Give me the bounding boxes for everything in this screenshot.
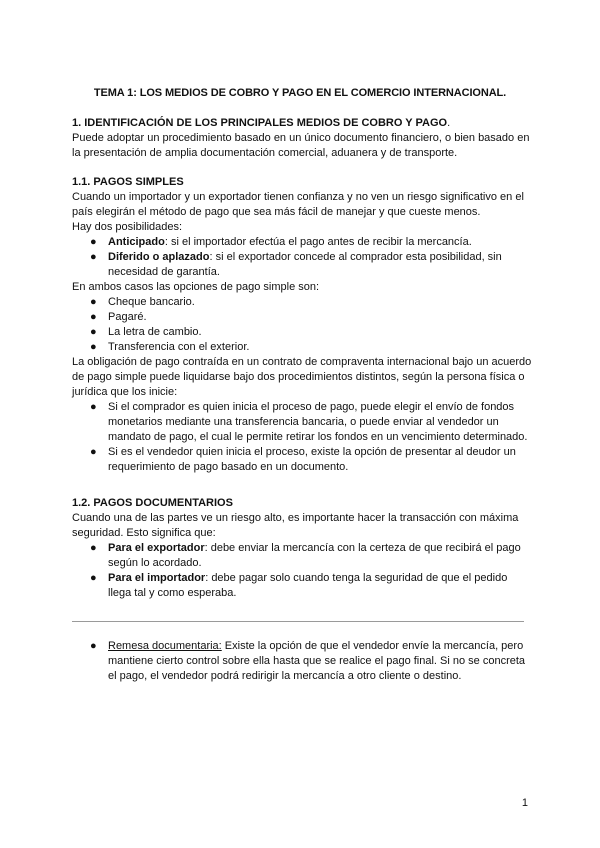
procedures-list bbox=[72, 400, 532, 475]
method-text: Transferencia con el exterior. bbox=[108, 341, 250, 353]
remesa-text: Existe la opción de que el vendedor envíe la mercancía, pero mantiene cierto control sobre ella hasta que se realice el pago final. Si no se concreta el pago, el vendedor podrá redirigir la mercancía a otro cliente o destino. bbox=[108, 640, 526, 682]
section-1-1-paragraph-1: Cuando un importador y un exportador tienen confianza y no ven un riesgo significativo en el país elegirán el método de pago que sea más fácil de manejar y que cueste menos. bbox=[72, 191, 524, 218]
option-term: Diferido o aplazado bbox=[108, 251, 210, 263]
section-1-heading-period: . bbox=[447, 117, 451, 129]
section-1 bbox=[72, 116, 532, 161]
procedure-text: Si el comprador es quien inicia el proceso de pago, puede elegir el envío de fondos monetarios mediante una transferencia bancaria, o puede enviar al vendedor un mandato de pago, el cual le permite retirar los fondos en un vencimiento determinado. bbox=[108, 401, 528, 443]
option-text: : si el importador efectúa el pago antes de recibir la mercancía. bbox=[164, 236, 472, 248]
list-item bbox=[72, 639, 532, 684]
section-1-1-paragraph-2: Hay dos posibilidades: bbox=[72, 221, 183, 233]
section-1-1 bbox=[72, 175, 532, 475]
remesa-term: Remesa documentaria: bbox=[108, 640, 222, 652]
bullet-icon: ● bbox=[90, 341, 97, 353]
procedure-text: Si es el vendedor quien inicia el proceso, existe la opción de presentar al deudor un requerimiento de pago basado en un documento. bbox=[108, 446, 516, 473]
section-1-heading bbox=[72, 116, 532, 131]
bullet-icon: ● bbox=[90, 401, 97, 413]
bullet-icon: ● bbox=[90, 296, 97, 308]
item-text: : debe pagar solo cuando tenga la seguridad de que el pedido llega tal y como esperaba. bbox=[108, 572, 508, 599]
section-1-paragraph: Puede adoptar un procedimiento basado en un único documento financiero, o bien basado en la presentación de amplia documentación comercial, aduanera y de transporte. bbox=[72, 132, 530, 159]
item-term: Para el importador bbox=[108, 572, 206, 584]
list-item bbox=[72, 325, 532, 340]
list-item bbox=[72, 295, 532, 310]
method-text: Pagaré. bbox=[108, 311, 147, 323]
documentary-list bbox=[72, 541, 532, 601]
document-title: TEMA 1: LOS MEDIOS DE COBRO Y PAGO EN EL COMERCIO INTERNACIONAL. bbox=[93, 87, 507, 99]
list-item bbox=[72, 235, 532, 250]
item-term: Para el exportador bbox=[108, 542, 205, 554]
remesa-section bbox=[72, 639, 532, 684]
list-item bbox=[72, 400, 532, 445]
list-item bbox=[72, 250, 532, 280]
option-text: : si el exportador concede al comprador esta posibilidad, sin necesidad de garantía. bbox=[108, 251, 502, 278]
horizontal-divider bbox=[72, 621, 524, 622]
payment-methods-list bbox=[72, 295, 532, 355]
section-1-heading-text: 1. IDENTIFICACIÓN DE LOS PRINCIPALES MEDIOS DE COBRO Y PAGO bbox=[72, 117, 448, 129]
list-item bbox=[72, 571, 532, 601]
bullet-icon: ● bbox=[90, 311, 97, 323]
section-1-2-paragraph-1: Cuando una de las partes ve un riesgo alto, es importante hacer la transacción con máxima seguridad. Esto significa que: bbox=[72, 512, 519, 539]
section-1-2 bbox=[72, 496, 532, 601]
section-1-2-heading: 1.2. PAGOS DOCUMENTARIOS bbox=[72, 497, 233, 509]
method-text: La letra de cambio. bbox=[108, 326, 202, 338]
bullet-icon: ● bbox=[90, 542, 97, 554]
item-text: : debe enviar la mercancía con la certeza de que recibirá el pago según lo acordado. bbox=[108, 542, 521, 569]
list-item bbox=[72, 445, 532, 475]
list-item bbox=[72, 310, 532, 325]
section-1-1-paragraph-4: La obligación de pago contraída en un contrato de compraventa internacional bajo un acuerdo de pago simple puede liquidarse bajo dos procedimientos distintos, según la persona física o jurídica que los inicie: bbox=[72, 356, 532, 398]
bullet-icon: ● bbox=[90, 640, 97, 652]
bullet-icon: ● bbox=[90, 326, 97, 338]
bullet-icon: ● bbox=[90, 236, 97, 248]
list-item bbox=[72, 541, 532, 571]
bullet-icon: ● bbox=[90, 251, 97, 263]
section-1-1-heading: 1.1. PAGOS SIMPLES bbox=[72, 176, 184, 188]
bullet-icon: ● bbox=[90, 446, 97, 458]
payment-options-list bbox=[72, 235, 532, 280]
list-item bbox=[72, 340, 532, 355]
remesa-list bbox=[72, 639, 532, 684]
method-text: Cheque bancario. bbox=[108, 296, 195, 308]
page-number: 1 bbox=[521, 797, 528, 809]
option-term: Anticipado bbox=[108, 236, 165, 248]
bullet-icon: ● bbox=[90, 572, 97, 584]
section-1-1-paragraph-3: En ambos casos las opciones de pago simple son: bbox=[72, 281, 320, 293]
